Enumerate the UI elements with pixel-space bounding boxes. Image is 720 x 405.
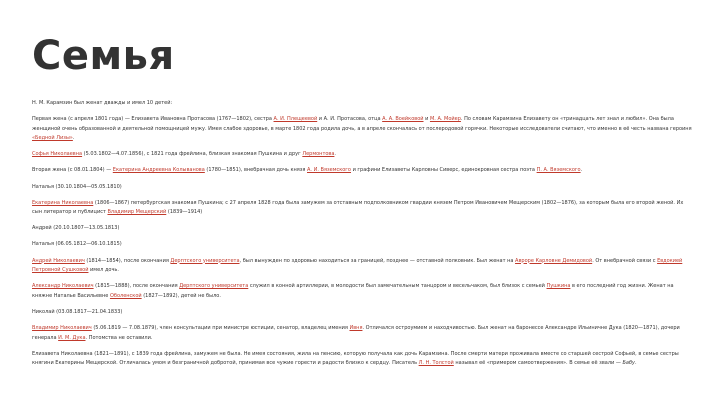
text-run: Вторая жена (с 08.01.1804) — bbox=[32, 167, 113, 174]
text-link[interactable]: А. И. Вяземского bbox=[307, 167, 351, 174]
text-run: . Отличался остроумием и находчивостью. Был женат на баронессе Александре Ильиничне Дука (1820—1871), дочери генерала bbox=[32, 325, 680, 341]
text-link[interactable]: Владимир Мещерский bbox=[107, 209, 167, 216]
text-run: (1814—1854), после окончания bbox=[84, 257, 171, 264]
paragraph bbox=[32, 350, 692, 369]
paragraph bbox=[32, 240, 692, 250]
text-link[interactable]: Л. Н. Толстой bbox=[418, 360, 454, 367]
text-run: (1780—1851), внебрачная дочь князя bbox=[204, 167, 308, 174]
text-run: (1815—1888), после окончания bbox=[93, 283, 180, 290]
text-run: (5.06.1819 — 7.08.1879), член консультации при министре юстиции, сенатор, владелец имения bbox=[91, 325, 350, 331]
text-run: имел дочь. bbox=[88, 267, 119, 274]
italic-text: Бабу bbox=[622, 360, 636, 367]
text-link[interactable]: Евдокией Петровной Сушковой bbox=[32, 257, 683, 274]
paragraph bbox=[32, 282, 692, 301]
paragraph bbox=[32, 99, 692, 109]
text-run: . По словам Карамзина Елизавету он «тринадцать лет знал и любил». Она была женщиной очень образованной и деятельной помощницей мужу. Имея слабое здоровье, в марте 1802 года родила дочь, а в апреле скончалась от послеродовой горячки. Некоторые исследователи считают, что именно в её честь названа героиня bbox=[32, 116, 692, 132]
text-run: Елизавета Николаевна (1821—1891), с 1839 года фрейлина, замужем не была. Не имея состояния, жила на пенсию, которую получала как дочь Карамзина. После смерти матери проживала вместе со старшей сестрой Софьей, в семье сестры княгини Екатерины Мещерской. Отличалась умом и безграничной добротой, принимая все чужие горести и радости близко к сердцу. Писатель bbox=[32, 350, 679, 367]
text-run: . bbox=[635, 360, 637, 367]
text-link[interactable]: И. М. Дука bbox=[58, 334, 86, 341]
text-run: Наталья (06.05.1812—06.10.1815) bbox=[32, 241, 122, 248]
text-run: . Потомства не оставили. bbox=[85, 334, 153, 341]
text-link[interactable]: Пушкина bbox=[546, 283, 571, 290]
family-text-body bbox=[32, 99, 692, 375]
text-run: в его последний год жизни. Женат на княжне Наталье Васильевне bbox=[32, 283, 674, 299]
text-run: и графини Елизаветы Карловны Сиверс, единокровная сестра поэта bbox=[351, 167, 537, 174]
text-run: (1806—1867) петербургская знакомая Пушкина; с 27 апреля 1828 года была замужем за отставным подполковником гвардии князем Петром Ивановичем Мещерским (1802—1876), за которым была его второй женой. Их сын литератор и публицист bbox=[32, 199, 684, 216]
text-run: (1839—1914) bbox=[166, 209, 203, 216]
text-run: называл её «примером самоотвержения». В семье её звали — bbox=[453, 360, 623, 367]
paragraph bbox=[32, 115, 692, 144]
paragraph bbox=[32, 224, 692, 234]
page-title: Семья bbox=[32, 33, 175, 79]
text-run: (1827—1892), детей не было. bbox=[141, 292, 221, 299]
text-run: Первая жена (с апреля 1801 года) — Елизавета Ивановна Протасова (1767—1802), сестра bbox=[32, 116, 274, 123]
text-link[interactable]: Лермонтова bbox=[302, 151, 335, 158]
text-run: и А. И. Протасова, отца bbox=[317, 116, 383, 123]
text-link[interactable]: Ивня bbox=[349, 325, 363, 331]
paragraph bbox=[32, 324, 692, 343]
paragraph bbox=[32, 166, 692, 176]
text-run: Н. М. Карамзин был женат дважды и имел 10 детей: bbox=[32, 100, 173, 106]
text-link[interactable]: Дерптского университета bbox=[170, 257, 240, 264]
text-link[interactable]: А. И. Плещеевой bbox=[273, 116, 318, 123]
text-link[interactable]: Авроре Карловне Демидовой bbox=[515, 257, 593, 264]
text-link[interactable]: М. А. Мойер bbox=[429, 116, 461, 123]
paragraph bbox=[32, 183, 692, 193]
text-link[interactable]: Екатерина Николаевна bbox=[32, 199, 94, 206]
text-link[interactable]: П. А. Вяземского bbox=[536, 167, 581, 174]
text-run: Андрей (20.10.1807—13.05.1813) bbox=[32, 225, 120, 232]
text-link[interactable]: Андрей Николаевич bbox=[32, 257, 85, 264]
text-run: (5.03.1802—4.07.1856), с 1821 года фрейлина, близкая знакомая Пушкина и друг bbox=[82, 151, 303, 158]
text-link[interactable]: Владимир Николаевич bbox=[32, 325, 92, 331]
text-link[interactable]: Софья Николаевна bbox=[32, 151, 83, 158]
text-run: и bbox=[423, 116, 430, 123]
paragraph bbox=[32, 257, 692, 276]
text-link[interactable]: Оболенской bbox=[109, 292, 142, 299]
text-run: Наталья (30.10.1804—05.05.1810) bbox=[32, 183, 122, 190]
text-run: Николай (03.08.1817—21.04.1833) bbox=[32, 308, 123, 315]
text-run: . От внебрачной связи с bbox=[592, 257, 658, 264]
text-run: служил в конной артиллерии, в молодости был замечательным танцором и весельчаком, был близок с семьей bbox=[248, 283, 547, 290]
paragraph bbox=[32, 308, 692, 318]
text-link[interactable]: А. А. Воейковой bbox=[382, 116, 424, 123]
paragraph bbox=[32, 199, 692, 218]
text-run: . bbox=[580, 167, 583, 174]
text-link[interactable]: Дерптского университета bbox=[179, 283, 249, 290]
text-link[interactable]: «Бедной Лизы» bbox=[32, 135, 73, 142]
text-link[interactable]: Екатерина Андреевна Колыванова bbox=[112, 167, 205, 174]
paragraph bbox=[32, 150, 692, 160]
text-link[interactable]: Александр Николаевич bbox=[32, 283, 94, 290]
text-run: . bbox=[72, 135, 75, 142]
text-run: . bbox=[334, 151, 337, 158]
text-run: , был вынужден по здоровью находиться за границей, позднее — отставной полковник. Был женат на bbox=[239, 257, 516, 264]
